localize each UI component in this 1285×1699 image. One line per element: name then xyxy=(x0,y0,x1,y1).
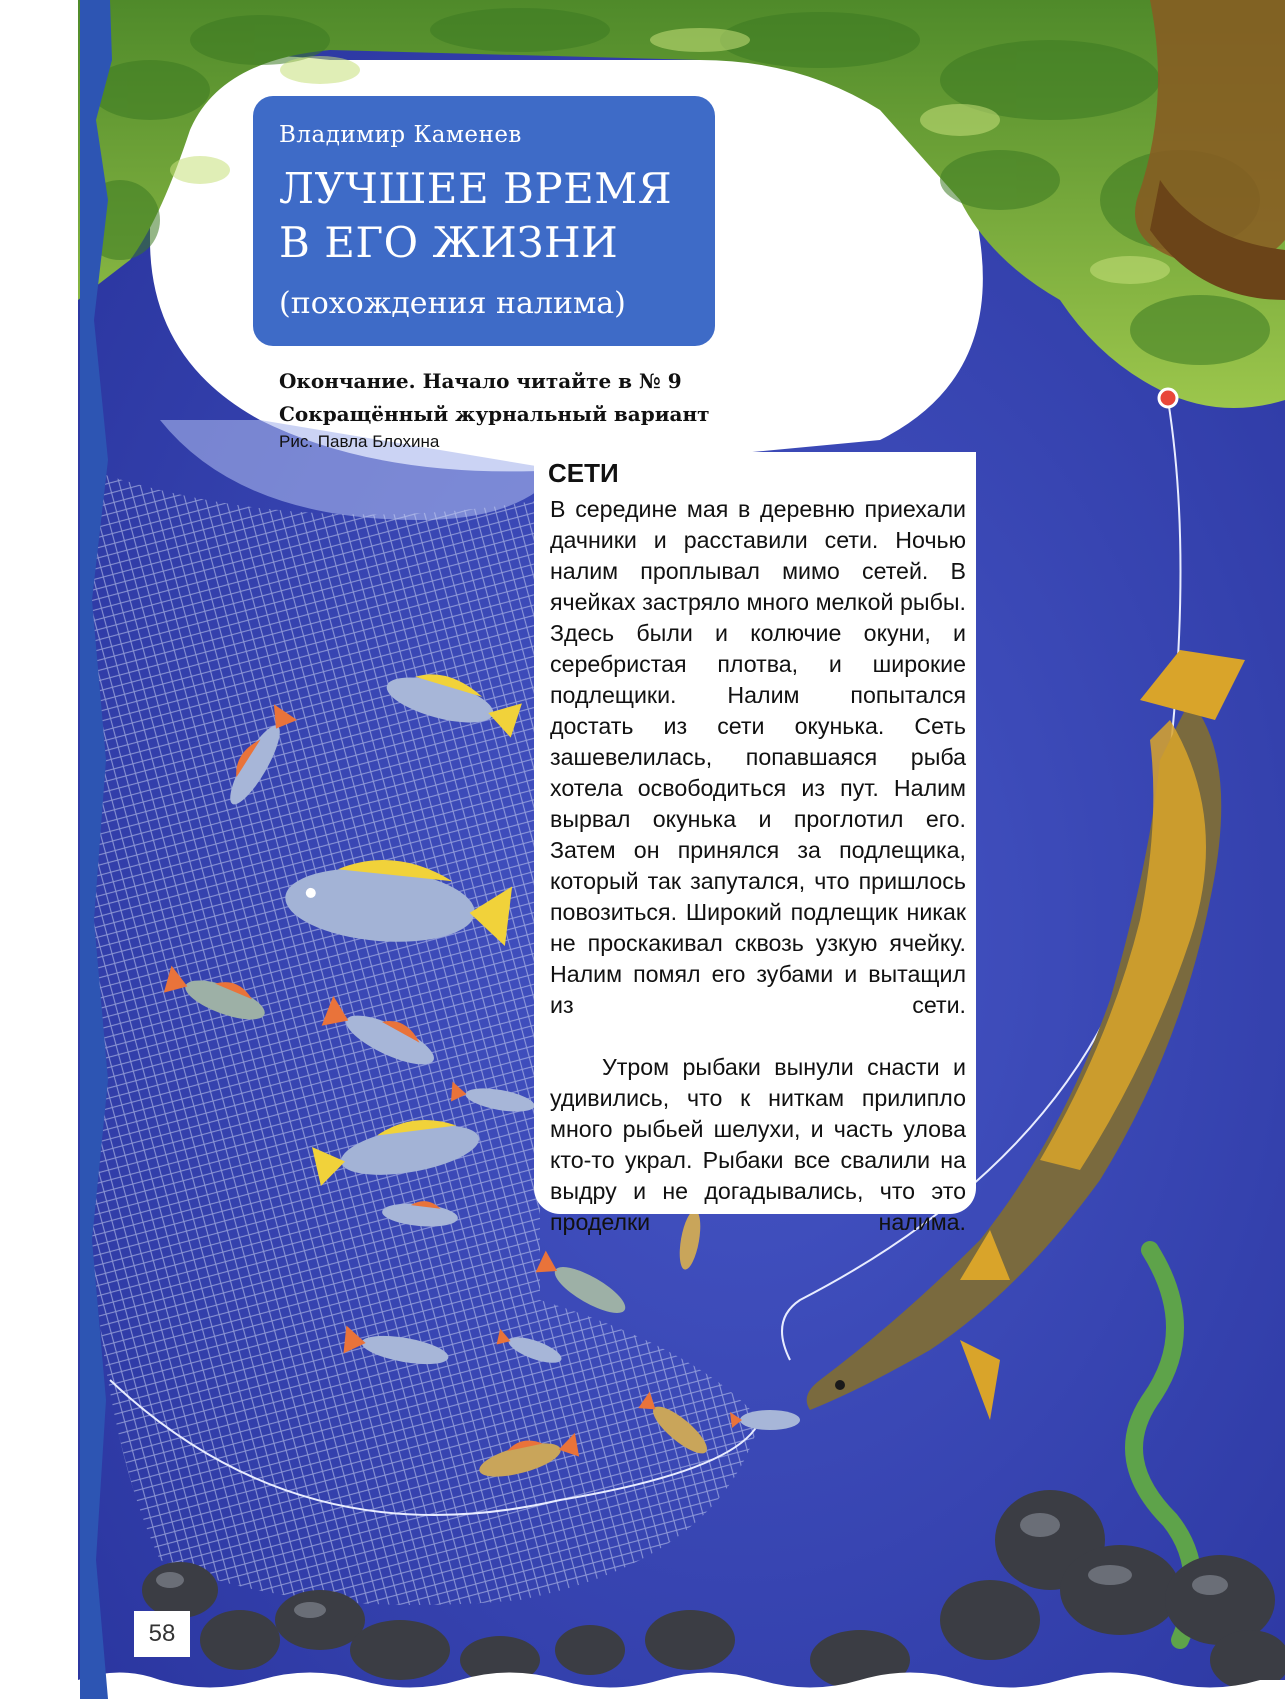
serial-note xyxy=(279,365,710,431)
section-heading: СЕТИ xyxy=(548,458,619,488)
serial-note-line-2: Сокращённый журнальный вариант xyxy=(279,402,710,426)
paragraph-2: Утром рыбаки вынули снасти и удивились, что к ниткам прилипло много рыбьей шелухи, и часть улова кто-то украл. Рыбаки все свалили на выдру и не догадывались, что это проделки налима. xyxy=(550,1054,966,1235)
article-title-line-1: ЛУЧШЕЕ ВРЕМЯ xyxy=(279,164,673,213)
page-margin xyxy=(0,0,78,1699)
page-number: 58 xyxy=(134,1611,190,1657)
article-subtitle: (похождения налима) xyxy=(279,286,626,321)
article-text-box xyxy=(534,452,976,1235)
author-name: Владимир Каменев xyxy=(279,122,522,148)
paragraph-1: В середине мая в деревню приехали дачники и расставили сети. Ночью налим проплывал мимо сетей. В ячейках застряло много мелкой рыбы. Здесь были и колючие окуни, и серебристая плотва, и широкие подлещики. Налим попытался достать из сети окунька. Сеть зашевелилась, попавшаяся рыба хотела освободиться из пут. Налим вырвал окунька и проглотил его. Затем он принялся за подлещика, который так запутался, что пришлось повозиться. Широкий подлещик никак не проскакивал сквозь узкую ячейку. Налим помял его зубами и вытащил из сети. xyxy=(550,496,966,1018)
illustrator-credit: Рис. Павла Блохина xyxy=(279,432,440,451)
article-title-line-2: В ЕГО ЖИЗНИ xyxy=(279,218,619,267)
serial-note-line-1: Окончание. Начало читайте в № 9 xyxy=(279,369,682,393)
float-bobber xyxy=(1159,389,1177,407)
title-panel xyxy=(253,96,715,346)
